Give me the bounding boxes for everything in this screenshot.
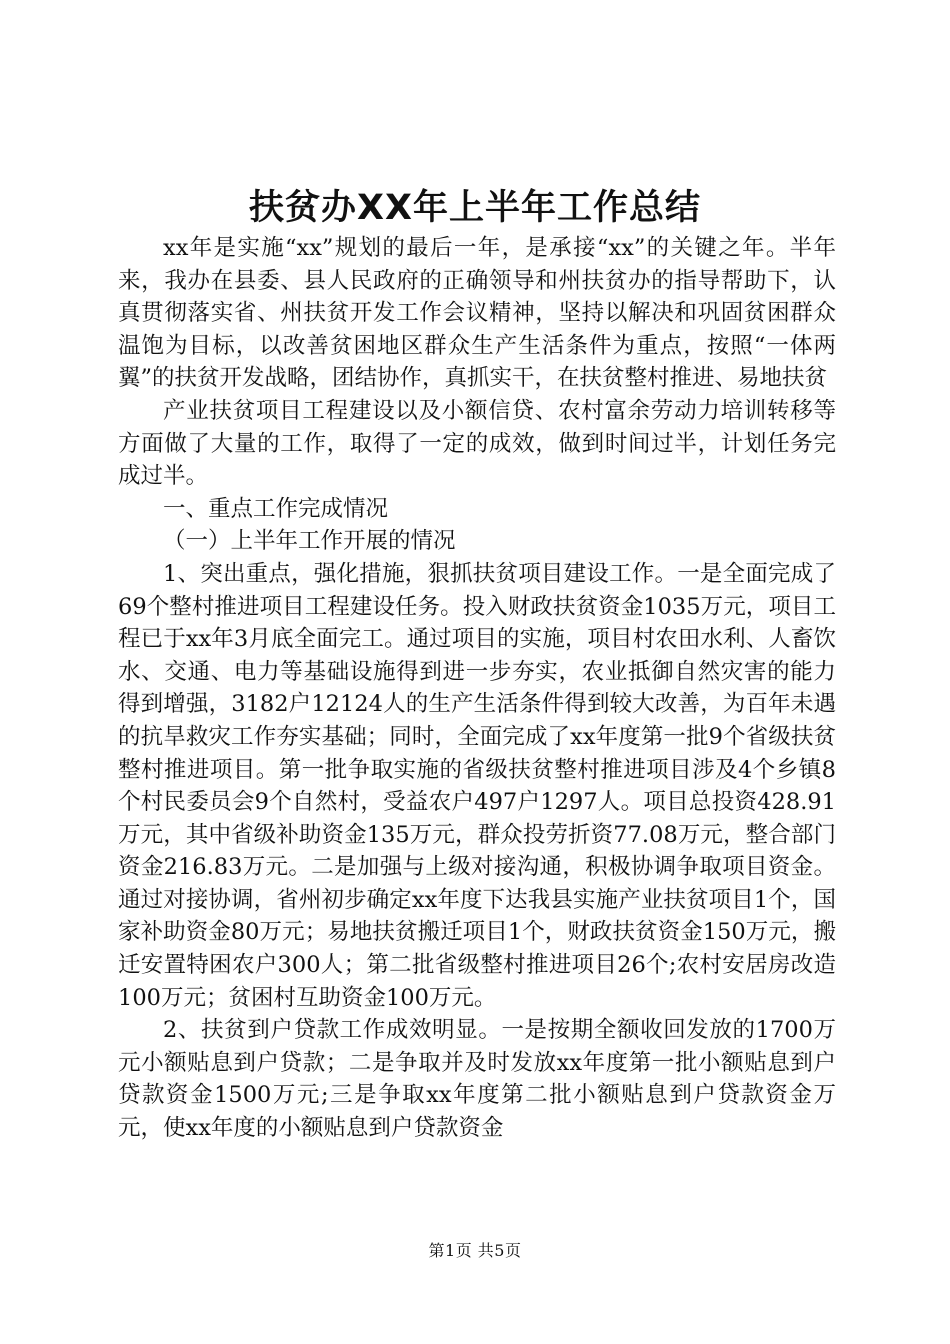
page-number-footer: 第1页 共5页 [428, 1241, 522, 1260]
subsection-heading: （一）上半年工作开展的情况 [163, 528, 456, 555]
paragraph: 2、扶贫到户贷款工作成效明显。一是按期全额收回发放的1700万元小额贴息到户贷款；二是争取并及时发放xx年度第一批小额贴息到户贷款资金1500万元;三是争取xx年度第二批小额贴息到户贷款资金万元，使xx年度的小额贴息到户贷款资金 [118, 1017, 836, 1142]
document-body [118, 232, 836, 1145]
document-title: 扶贫办XX年上半年工作总结 [249, 188, 701, 228]
paragraph: 产业扶贫项目工程建设以及小额信贷、农村富余劳动力培训转移等方面做了大量的工作，取得了一定的成效，做到时间过半，计划任务完成过半。 [118, 397, 836, 490]
paragraph: xx年是实施“xx”规划的最后一年，是承接“xx”的关键之年。半年来，我办在县委、县人民政府的正确领导和州扶贫办的指导帮助下，认真贯彻落实省、州扶贫开发工作会议精神，坚持以解决和巩固贫困群众温饱为目标，以改善贫困地区群众生产生活条件为重点，按照“一体两翼”的扶贫开发战略，团结协作，真抓实干，在扶贫整村推进、易地扶贫 [118, 235, 836, 392]
section-heading: 一、重点工作完成情况 [163, 495, 389, 522]
paragraph: 1、突出重点，强化措施，狠抓扶贫项目建设工作。一是全面完成了69个整村推进项目工程建设任务。投入财政扶贫资金1035万元，项目工程已于xx年3月底全面完工。通过项目的实施，项目村农田水利、人畜饮水、交通、电力等基础设施得到进一步夯实，农业抵御自然灾害的能力得到增强，3182户12124人的生产生活条件得到较大改善，为百年未遇的抗旱救灾工作夯实基础；同时，全面完成了xx年度第一批9个省级扶贫整村推进项目。第一批争取实施的省级扶贫整村推进项目涉及4个乡镇8个村民委员会9个自然村，受益农户497户1297人。项目总投资428.91万元，其中省级补助资金135万元，群众投劳折资77.08万元，整合部门资金216.83万元。二是加强与上级对接沟通，积极协调争取项目资金。通过对接协调，省州初步确定xx年度下达我县实施产业扶贫项目1个，国家补助资金80万元；易地扶贫搬迁项目1个，财政扶贫资金150万元，搬迁安置特困农户300人；第二批省级整村推进项目26个;农村安居房改造100万元；贫困村互助资金100万元。 [118, 560, 836, 1011]
